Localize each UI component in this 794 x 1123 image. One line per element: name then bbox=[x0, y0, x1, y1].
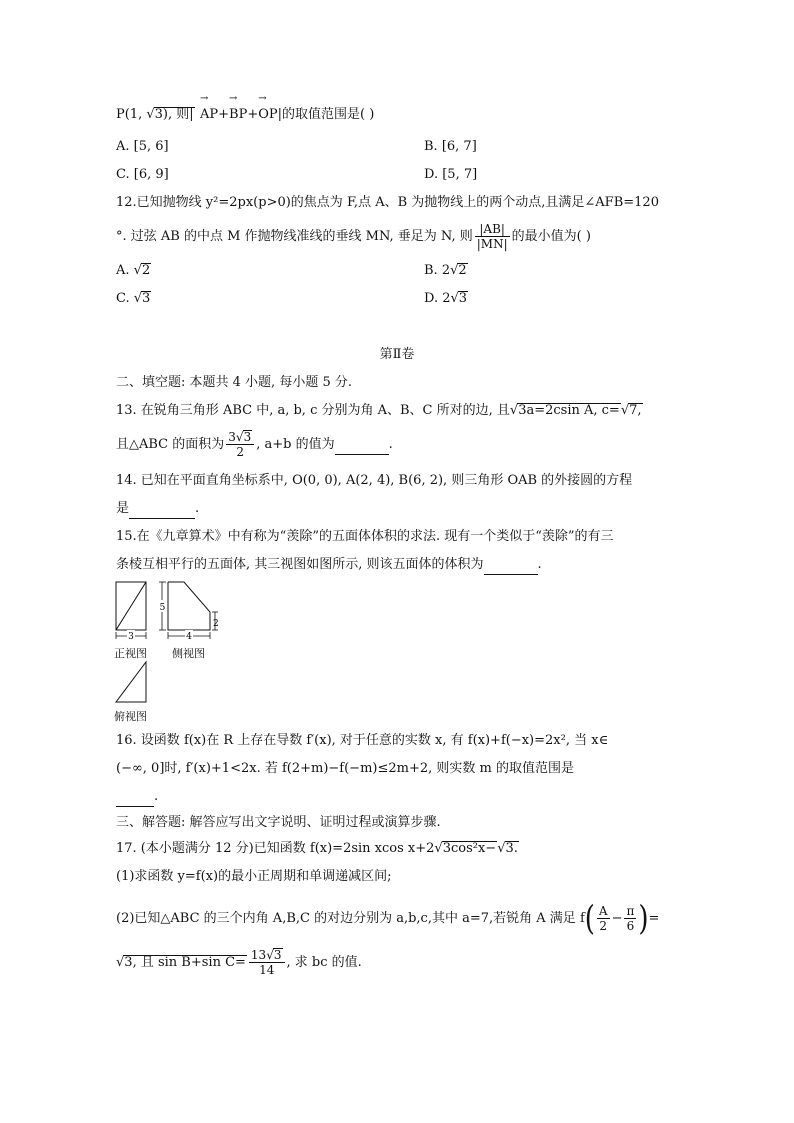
part-title: 第Ⅱ卷 bbox=[379, 347, 415, 362]
q13-line1: 13. 在锐角三角形 ABC 中, a, b, c 分别为角 A、B、C 所对的边, 且√3a=2csin A, c=√7, bbox=[116, 403, 642, 418]
q12-option-a: A. √2 bbox=[116, 263, 151, 278]
q14-line1: 14. 已知在平面直角坐标系中, O(0, 0), A(2, 4), B(6, 2), 则三角形 OAB 的外接圆的方程 bbox=[116, 473, 633, 488]
q17-line3: √3, 且 sin B+sin C= $\frac{13√3}{14}$ , 求 bc 的值. bbox=[116, 948, 362, 977]
q11-option-a: A. [5, 6] bbox=[116, 139, 169, 154]
q13-line2: 且△ABC 的面积为 $\frac{3√3}{2}$ , a+b 的值为 . bbox=[116, 430, 393, 459]
section-heading-fill-in: 二、填空题: 本题共 4 小题, 每小题 5 分. bbox=[116, 375, 352, 390]
area-fraction: $\frac{3√3}{2}$ bbox=[226, 430, 254, 459]
answer-blank[interactable] bbox=[335, 436, 389, 455]
q12-line1: 12.已知抛物线 y²=2px(p>0)的焦点为 F,点 A、B 为抛物线上的两个动点,且满足∠AFB=120 bbox=[116, 195, 659, 210]
side-height-label: 5 bbox=[159, 603, 166, 613]
q11-option-c: C. [6, 9] bbox=[116, 167, 169, 182]
front-width-label: 3 bbox=[128, 632, 134, 642]
q16-line2: (−∞, 0]时, f′(x)+1<2x. 若 f(2+m)−f(−m)≤2m+2, 则实数 m 的取值范围是 bbox=[116, 761, 574, 776]
answer-blank[interactable] bbox=[129, 500, 195, 519]
top-view-label: 俯视图 bbox=[114, 710, 147, 723]
side-right-label: 2 bbox=[213, 619, 219, 629]
a-over-2-fraction: $\frac{A}{2}$ bbox=[598, 904, 608, 933]
front-view-label: 正视图 bbox=[114, 647, 147, 660]
side-view-label: 侧视图 bbox=[172, 647, 205, 660]
section-heading-solutions: 三、解答题: 解答应写出文字说明、证明过程或演算步骤. bbox=[116, 815, 441, 830]
pi-over-6-fraction: $\frac{\pi}{6}$ bbox=[626, 904, 635, 933]
front-view-diagonal bbox=[116, 582, 146, 630]
top-view-triangle bbox=[116, 662, 146, 702]
q11-stem: P(1, √3), 则| bbox=[116, 107, 194, 122]
side-width-label: 4 bbox=[186, 632, 192, 642]
q17-line1: 17. (本小题满分 12 分)已知函数 f(x)=2sin xcos x+2√3cos²x−√3. bbox=[116, 841, 518, 856]
q11-vector-sum: → AP+→ BP+→ OP|的取值范围是( ) bbox=[200, 106, 374, 124]
q14-line2: 是 . bbox=[116, 500, 199, 519]
q11-option-b: B. [6, 7] bbox=[424, 139, 477, 154]
q16-line1: 16. 设函数 f(x)在 R 上存在导数 f′(x), 对于任意的实数 x, 有 f(x)+f(−x)=2x², 当 x∈ bbox=[116, 733, 609, 748]
sqrt-symbol: √ bbox=[146, 107, 155, 122]
sum-fraction: $\frac{13√3}{14}$ bbox=[249, 948, 285, 977]
q15-line1: 15.在《九章算术》中有称为“羡除”的五面体体积的求法. 现有一个类似于“羡除”的有三 bbox=[116, 529, 614, 544]
q17-part1: (1)求函数 y=f(x)的最小正周期和单调递减区间; bbox=[116, 869, 392, 884]
q16-line3: . bbox=[116, 788, 158, 807]
answer-blank[interactable] bbox=[484, 556, 538, 575]
q12-option-d: D. 2√3 bbox=[424, 291, 468, 306]
right-paren: ) bbox=[638, 899, 649, 938]
side-view-outline bbox=[168, 582, 210, 630]
answer-blank[interactable] bbox=[116, 788, 154, 807]
q17-part2: (2)已知△ABC 的三个内角 A,B,C 的对边分别为 a,b,c,其中 a=7,若锐角 A 满足 f( $\frac{A}{2}$ − $\frac{\pi}{6}$ )= bbox=[116, 899, 660, 938]
q11-option-d: D. [5, 7] bbox=[424, 167, 478, 182]
q12-option-c: C. √3 bbox=[116, 291, 151, 306]
q12-line2: °. 过弦 AB 的中点 M 作抛物线准线的垂线 MN, 垂足为 N, 则 $\frac{|AB|}{|MN|}$ 的最小值为( ) bbox=[116, 222, 591, 251]
ab-over-mn-fraction: $\frac{|AB|}{|MN|}$ bbox=[476, 222, 508, 251]
q12-option-b: B. 2√2 bbox=[424, 263, 467, 278]
left-paren: ( bbox=[584, 899, 595, 938]
q15-line2: 条棱互相平行的五面体, 其三视图如图所示, 则该五面体的体积为 . bbox=[116, 556, 542, 575]
